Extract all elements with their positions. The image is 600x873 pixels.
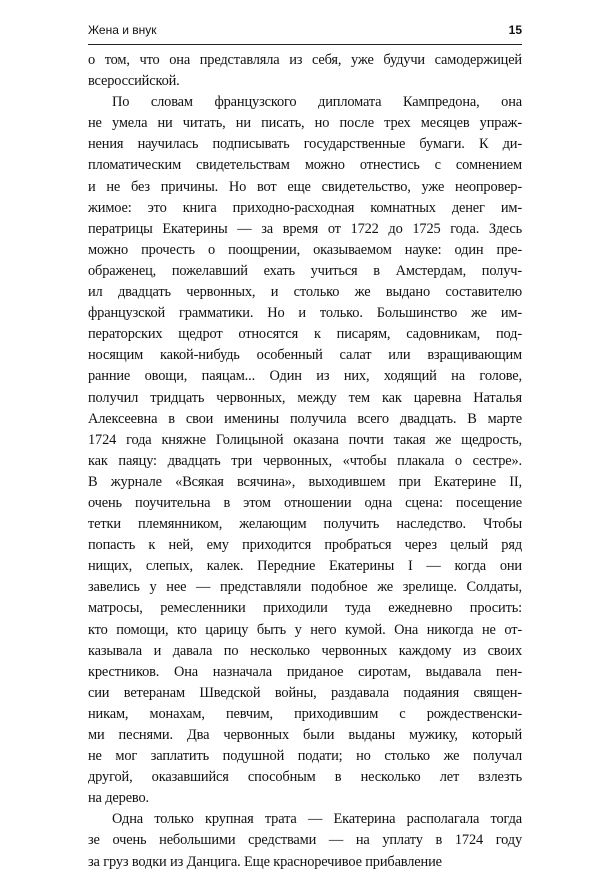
text-line: можно прочесть о поощрении, оказываемом науке: один пре- — [88, 241, 522, 258]
text-line: крестников. Она назначала приданое сиротам, выдавала пен- — [88, 663, 522, 680]
text-line: матросы, ремесленники приходили туда ежедневно просить: — [88, 600, 522, 617]
text-line: нения научилась подписывать государственные бумаги. К ди- — [88, 136, 522, 153]
text-line: В журнале «Всякая всячина», выходившем при Екатерине II, — [88, 473, 522, 490]
text-line: получил тридцать червонных, между тем как царевна Наталья — [88, 389, 522, 406]
text-line: Алексеевна в свои именины получила всего двадцать. В марте — [88, 410, 522, 427]
text-line: зе очень небольшими средствами — на уплату в 1724 году — [88, 832, 522, 849]
text-line: ператрицы Екатерины — за время от 1722 до 1725 года. Здесь — [88, 220, 522, 237]
text-line: за груз водки из Данцига. Еще красноречивое прибавление — [88, 853, 442, 870]
text-line: носящим какой-нибудь особенный салат или взращивающим — [88, 347, 522, 364]
text-line: Одна только крупная трата — Екатерина располагала тогда — [112, 811, 522, 828]
running-header — [88, 18, 522, 42]
text-line: другой, оказавшийся способным в несколько лет взлезть — [88, 769, 522, 786]
text-line: ми песнями. Два червонных были выданы мужику, который — [88, 727, 522, 743]
text-line: тетки племянником, желающим получить наследство. Чтобы — [88, 516, 522, 533]
text-line: не мог заплатить подушной подати; но столько же получал — [88, 748, 522, 765]
text-line: ператорских щедрот относятся к писарям, садовникам, под- — [88, 326, 522, 343]
page-number: 15 — [508, 23, 522, 37]
text-line: никам, монахам, певчим, приходившим с рождественски- — [88, 705, 522, 722]
header-rule — [88, 44, 522, 45]
text-line: жимое: это книга приходно-расходная комнатных денег им- — [88, 199, 522, 216]
text-line: нищих, слепых, калек. Передние Екатерины I — когда они — [88, 558, 522, 575]
text-line: не умела ни читать, ни писать, но после трех месяцев упраж- — [88, 115, 522, 132]
text-line: завелись у нее — представляли подобное же зрелище. Солдаты, — [88, 579, 522, 596]
text-line: кто помощи, кто царицу быть у него кумой. Она никогда не от- — [88, 621, 522, 638]
body-text — [88, 50, 522, 873]
text-line: пломатическим свидетельствам можно отнестись с сомнением — [88, 157, 522, 174]
text-line: ил двадцать червонных, и столько же выдано составителю — [88, 284, 522, 301]
text-line: ранние овощи, паяцам... Один из них, ходящий на голове, — [88, 368, 522, 385]
text-line: казывала и давала по несколько червонных каждому из своих — [88, 642, 522, 659]
paragraph — [88, 92, 522, 809]
text-line: По словам французского дипломата Кампредона, она — [112, 94, 522, 111]
text-line: сии ветеранам Шведской войны, раздавала подаяния священ- — [88, 684, 522, 701]
text-line: 1724 года княжне Голицыной оказана почти такая же щедрость, — [88, 431, 522, 448]
paragraph — [88, 50, 522, 92]
text-line: попасть к ней, ему приходится пробраться через целый ряд — [88, 537, 522, 554]
text-line: очень поучительна в этом отношении одна сцена: посещение — [88, 494, 522, 511]
text-line: о том, что она представляла из себя, уже будучи самодержицей — [88, 52, 522, 68]
text-line: французской грамматики. Но и только. Большинство же им- — [88, 305, 522, 322]
text-line: и не без причины. Но вот еще свидетельство, уже неопровер- — [88, 178, 522, 195]
running-title: Жена и внук — [88, 23, 157, 37]
text-line: ображенец, пожелавший ехать учиться в Амстердам, получ- — [88, 262, 522, 279]
text-line: всероссийской. — [88, 73, 180, 90]
paragraph — [88, 809, 522, 872]
text-line: на дерево. — [88, 790, 149, 807]
text-line: как паяцу: двадцать три червонных, «чтобы плакала о сестре». — [88, 452, 522, 469]
